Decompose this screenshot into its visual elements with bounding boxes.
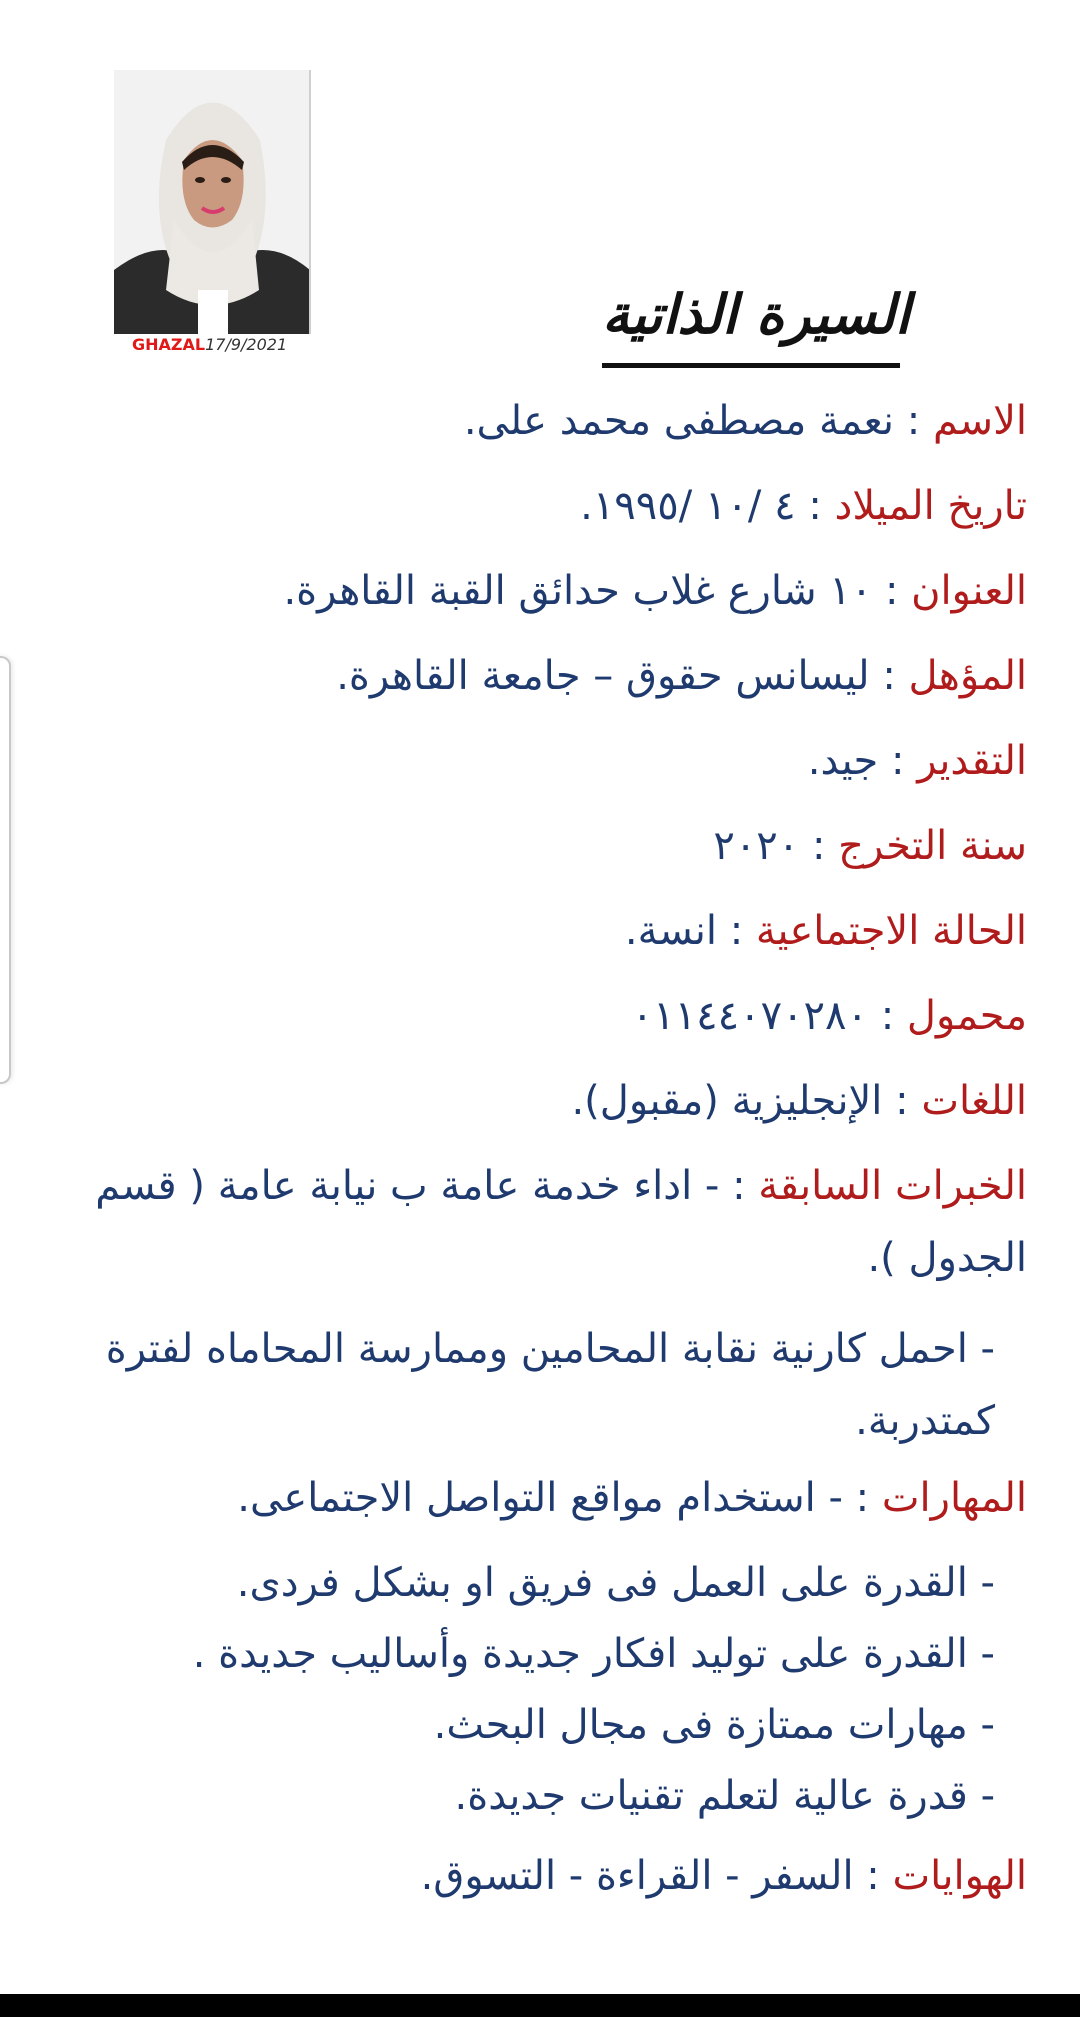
field-hobbies (421, 1853, 1027, 1899)
portrait-illustration (114, 70, 310, 334)
field-name-value: : نعمة مصطفى محمد على. (463, 398, 933, 444)
field-mobile (632, 993, 1027, 1039)
skills-item: - القدرة على العمل فى فريق او بشكل فردى. (236, 1560, 995, 1606)
field-grade-value: : جيد. (807, 738, 918, 784)
field-mobile-value: : ٠١١٤٤٠٧٠٢٨٠ (631, 993, 907, 1039)
field-mobile-label: محمول (906, 993, 1027, 1039)
field-marital-status-label: الحالة الاجتماعية (755, 908, 1027, 954)
field-graduation-year-label: سنة التخرج (838, 823, 1027, 869)
photo-stamp-date: 17/9/2021 (205, 335, 288, 354)
skills-item: - مهارات ممتازة فى مجال البحث. (433, 1702, 995, 1748)
field-address (283, 568, 1027, 614)
field-grade-label: التقدير (917, 738, 1027, 784)
field-grade (808, 738, 1027, 784)
field-experience-value: : - اداء خدمة عامة ب نيابة عامة ( قسم الجدول ). (95, 1163, 1027, 1281)
field-graduation-year-value: : ٢٠٢٠ (713, 823, 839, 869)
field-qualification-label: المؤهل (908, 653, 1027, 699)
field-hobbies-value: : السفر - القراءة - التسوق. (420, 1853, 893, 1899)
experience-item: - احمل كارنية نقابة المحامين وممارسة المحاماه لفترة كمتدربة. (105, 1326, 995, 1444)
title-underline (602, 363, 900, 368)
field-name (464, 398, 1027, 444)
field-birth-value: : ٤ /١٠ /١٩٩٥. (580, 483, 835, 529)
photo-stamp-brand: GHAZAL (132, 335, 206, 354)
field-languages-value: : الإنجليزية (مقبول). (571, 1078, 922, 1124)
field-name-label: الاسم (932, 398, 1027, 444)
field-skills-value: : - استخدام مواقع التواصل الاجتماعى. (237, 1475, 882, 1521)
field-birth-label: تاريخ الميلاد (834, 483, 1027, 529)
photo-stamp (132, 335, 287, 354)
field-marital-status (625, 908, 1027, 954)
edge-panel-handle[interactable] (0, 656, 11, 1084)
bottom-navigation-bar (0, 1994, 1080, 2017)
field-qualification (336, 653, 1027, 699)
field-address-label: العنوان (911, 568, 1027, 614)
skills-item: - قدرة عالية لتعلم تقنيات جديدة. (454, 1773, 995, 1819)
field-address-value: : ١٠ شارع غلاب حدائق القبة القاهرة. (283, 568, 912, 614)
field-experience (67, 1150, 1027, 1294)
field-languages-label: اللغات (921, 1078, 1027, 1124)
photo-divider (309, 70, 311, 334)
field-qualification-value: : ليسانس حقوق – جامعة القاهرة. (336, 653, 909, 699)
field-languages (571, 1078, 1027, 1124)
field-skills (237, 1475, 1027, 1521)
page-title: السيرة الذاتية (602, 282, 910, 346)
field-marital-status-value: : انسة. (624, 908, 756, 954)
field-birth (580, 483, 1027, 529)
profile-photo (114, 70, 310, 334)
field-skills-label: المهارات (881, 1475, 1027, 1521)
field-experience-label: الخبرات السابقة (758, 1163, 1027, 1209)
field-graduation-year (713, 823, 1027, 869)
field-hobbies-label: الهوايات (892, 1853, 1027, 1899)
skills-item: - القدرة على توليد افكار جديدة وأساليب جديدة . (192, 1631, 995, 1677)
